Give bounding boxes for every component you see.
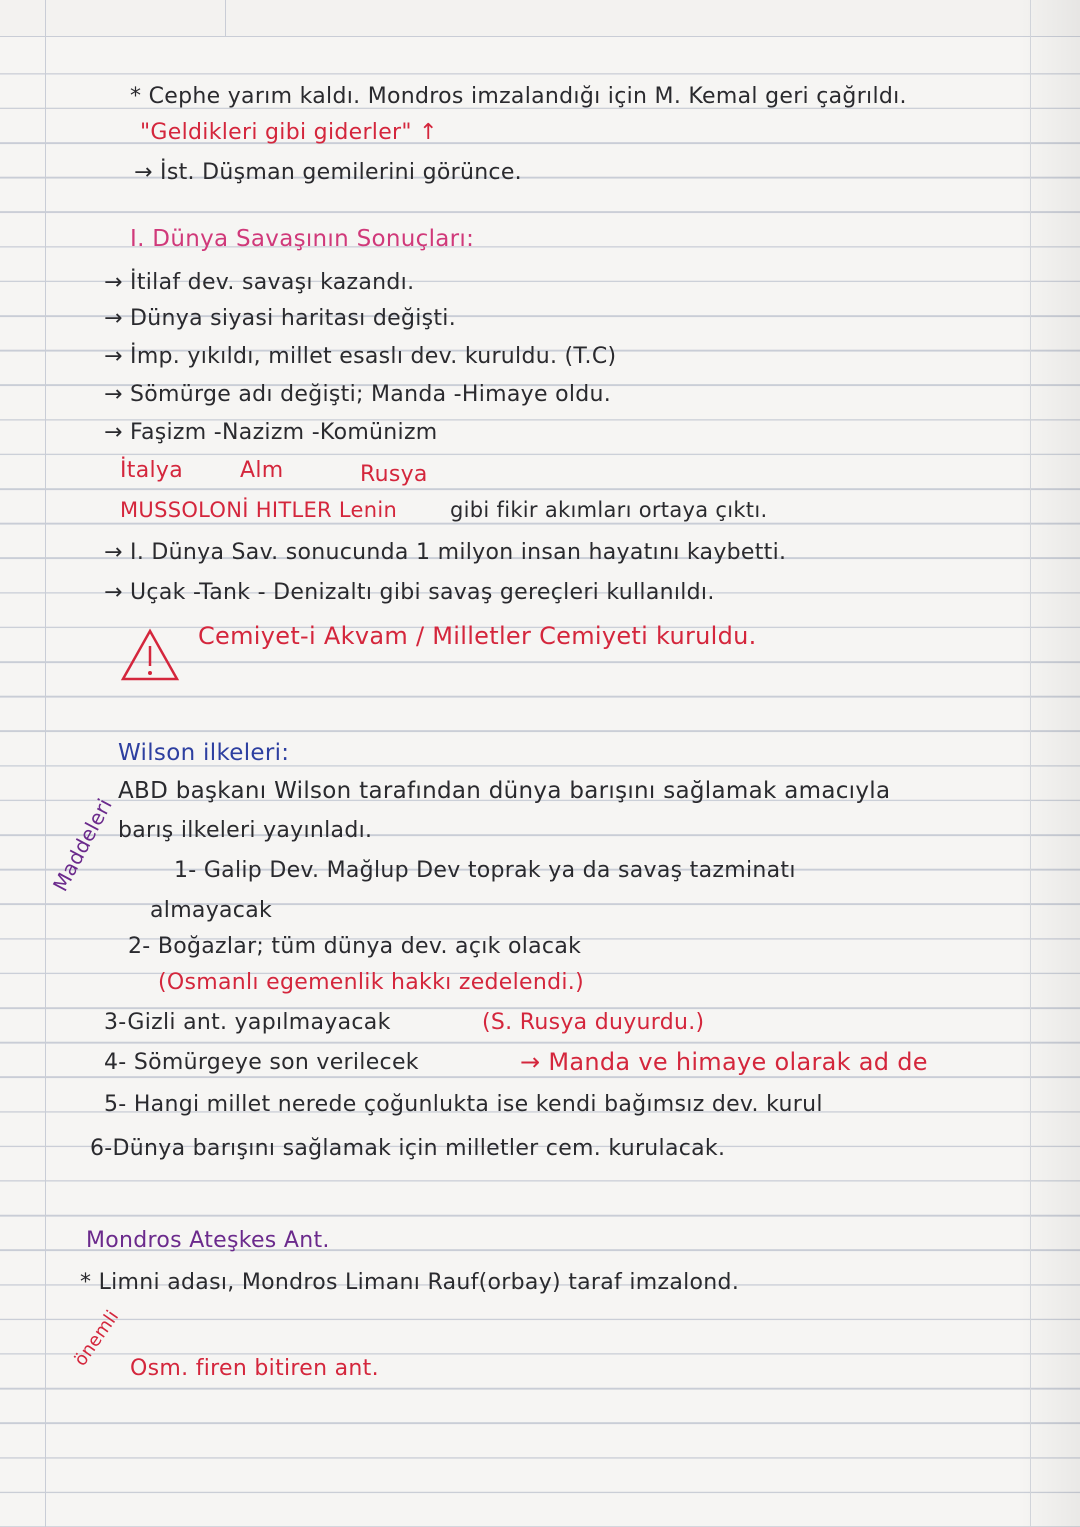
mondros-line-2: Osm. firen bitiren ant. bbox=[130, 1356, 379, 1381]
war-result-item: → Faşizm -Nazizm -Komünizm bbox=[104, 420, 438, 445]
intro-line-1: * Cephe yarım kaldı. Mondros imzalandığı için M. Kemal geri çağrıldı. bbox=[130, 84, 907, 109]
country-germany: Alm bbox=[240, 458, 284, 483]
war-result-item: → İmp. yıkıldı, millet esaslı dev. kuruldu. (T.C) bbox=[104, 344, 617, 369]
wilson-intro-1: ABD başkanı Wilson tarafından dünya barışını sağlamak amacıyla bbox=[118, 778, 891, 804]
war-result-item: → Sömürge adı değişti; Manda -Himaye oldu. bbox=[104, 382, 612, 407]
leaders-suffix: gibi fikir akımları ortaya çıktı. bbox=[450, 498, 768, 522]
wilson-item-1: 1- Galip Dev. Mağlup Dev toprak ya da savaş tazminatı bbox=[174, 858, 796, 883]
country-italy: İtalya bbox=[120, 458, 184, 483]
intro-quote: "Geldikleri gibi giderler" ↑ bbox=[140, 120, 438, 145]
war-result-item: → I. Dünya Sav. sonucunda 1 milyon insan hayatını kaybetti. bbox=[104, 540, 787, 565]
top-tick-line bbox=[225, 0, 226, 36]
war-results-heading: I. Dünya Savaşının Sonuçları: bbox=[130, 226, 475, 252]
wilson-heading: Wilson ilkeleri: bbox=[118, 740, 290, 766]
left-margin-line bbox=[45, 0, 46, 1527]
mondros-line-1: * Limni adası, Mondros Limanı Rauf(orbay) taraf imzalond. bbox=[80, 1270, 740, 1295]
warning-triangle-icon bbox=[120, 628, 180, 682]
wilson-item-2: 2- Boğazlar; tüm dünya dev. açık olacak bbox=[128, 934, 582, 959]
mondros-heading: Mondros Ateşkes Ant. bbox=[86, 1228, 330, 1253]
wilson-item-5: 5- Hangi millet nerede çoğunlukta ise kendi bağımsız dev. kurul bbox=[104, 1092, 823, 1117]
wilson-item-3-note: (S. Rusya duyurdu.) bbox=[482, 1010, 705, 1035]
war-result-item: → Dünya siyasi haritası değişti. bbox=[104, 306, 457, 331]
wilson-item-2-note: (Osmanlı egemenlik hakkı zedelendi.) bbox=[158, 970, 584, 995]
war-result-item: → İtilaf dev. savaşı kazandı. bbox=[104, 270, 415, 295]
war-result-item: → Uçak -Tank - Denizaltı gibi savaş gereçleri kullanıldı. bbox=[104, 580, 715, 605]
wilson-intro-2: barış ilkeleri yayınladı. bbox=[118, 818, 373, 843]
page-shadow bbox=[1020, 0, 1080, 1527]
wilson-item-1-cont: almayacak bbox=[150, 898, 273, 923]
top-strip bbox=[0, 0, 1080, 37]
wilson-item-3: 3-Gizli ant. yapılmayacak bbox=[104, 1010, 391, 1035]
wilson-item-6: 6-Dünya barışını sağlamak için milletler cem. kurulacak. bbox=[90, 1136, 726, 1161]
leaders: MUSSOLONİ HITLER Lenin bbox=[120, 498, 398, 522]
onemli-side-label: önemli bbox=[70, 1306, 124, 1371]
country-russia: Rusya bbox=[360, 462, 428, 487]
wilson-item-4: 4- Sömürgeye son verilecek bbox=[104, 1050, 419, 1075]
maddeleri-side-label: Maddeleri bbox=[48, 794, 117, 896]
wilson-item-4-note: → Manda ve himaye olarak ad de bbox=[520, 1048, 928, 1076]
league-of-nations-note: Cemiyet-i Akvam / Milletler Cemiyeti kuruldu. bbox=[198, 622, 757, 650]
intro-line-3: → İst. Düşman gemilerini görünce. bbox=[134, 160, 522, 185]
